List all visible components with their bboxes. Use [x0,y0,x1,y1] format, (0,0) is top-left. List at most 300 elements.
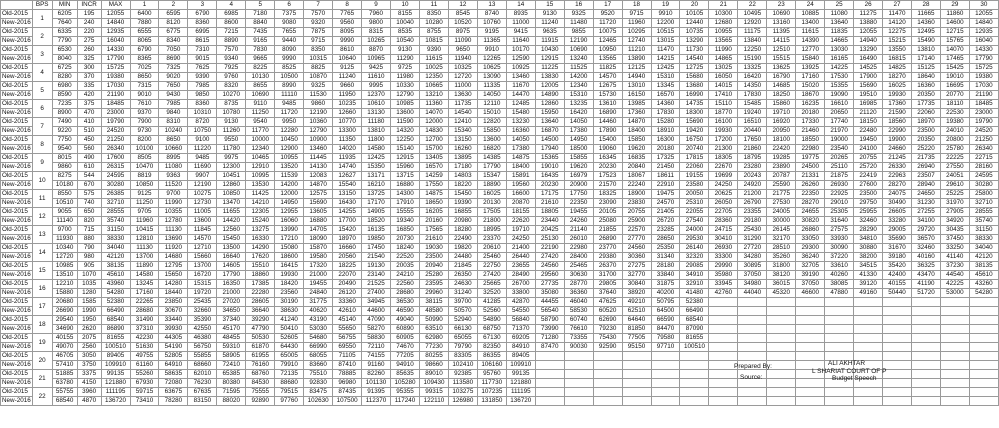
stage-cell: 36640 [246,307,275,316]
stage-cell: 21845 [448,262,477,271]
stage-cell: 13810 [911,46,940,55]
stage-cell: 13240 [564,55,593,64]
header-cell: 22 [738,1,767,10]
stage-cell: 8315 [362,28,391,37]
stage-cell [940,334,969,343]
stage-cell: 79515 [275,388,304,397]
stage-cell: 16570 [651,91,680,100]
organization-name: L SHARIAT COURT OF P [812,368,887,375]
table-row [1,199,999,208]
stage-cell: 16260 [448,145,477,154]
stage-cell: 34980 [738,280,767,289]
stage-cell: 37640 [593,289,622,298]
stage-cell: 16850 [391,226,420,235]
stage-cell: 18225 [333,262,362,271]
stage-cell: 65385 [217,370,246,379]
stage-cell: 10300 [709,10,738,19]
stage-cell: 8755 [419,28,448,37]
stage-cell: 18485 [969,100,998,109]
min-cell: 9700 [52,226,77,235]
table-row [1,28,999,37]
row-label: Old-2015 [1,334,33,343]
stage-cell: 30895 [738,262,767,271]
stage-cell: 28160 [969,163,998,172]
stage-cell: 13830 [535,73,564,82]
stage-cell: 63675 [159,388,188,397]
stage-cell [767,343,796,352]
stage-cell: 68660 [188,361,217,370]
stage-cell: 66490 [680,307,709,316]
stage-cell: 60740 [564,316,593,325]
stage-cell: 13715 [391,172,420,181]
stage-cell [535,370,564,379]
stage-cell: 8610 [333,46,362,55]
stage-cell: 20940 [419,262,448,271]
stage-cell: 13640 [825,19,854,28]
stage-cell: 20800 [940,136,969,145]
stage-cell: 10850 [130,181,159,190]
stage-cell: 58270 [362,325,391,334]
stage-cell: 12810 [130,235,159,244]
stage-cell: 77230 [419,343,448,352]
stage-cell: 24570 [651,199,680,208]
stage-cell: 14420 [217,217,246,226]
stage-cell: 14540 [448,109,477,118]
table-row [1,136,999,145]
max-cell: 15725 [101,64,130,73]
max-cell: 111195 [101,388,130,397]
incr-cell: 4870 [77,397,101,406]
stage-cell [709,307,738,316]
stage-cell: 50990 [419,316,448,325]
stage-cell: 28270 [883,181,912,190]
stage-cell: 9100 [188,136,217,145]
stage-cell: 21400 [506,244,535,253]
stage-cell: 14870 [304,181,333,190]
min-cell: 8040 [52,55,77,64]
min-cell: 11140 [52,217,77,226]
stage-cell: 19775 [796,154,825,163]
incr-cell: 450 [77,136,101,145]
stage-cell: 21000 [217,289,246,298]
min-cell: 11930 [52,235,77,244]
stage-cell: 9840 [159,109,188,118]
stage-cell: 21525 [362,280,391,289]
stage-cell [709,334,738,343]
stage-cell [622,388,651,397]
min-cell: 9220 [52,127,77,136]
stage-cell: 11690 [188,163,217,172]
row-label: Old-2015 [1,298,33,307]
stage-cell [564,379,593,388]
stage-cell: 64430 [275,343,304,352]
stage-cell: 52805 [159,352,188,361]
stage-cell: 22420 [767,145,796,154]
stage-cell: 35980 [709,271,738,280]
incr-cell: 880 [77,235,101,244]
table-row [1,253,999,262]
max-cell: 31150 [101,226,130,235]
stage-cell: 24595 [969,172,998,181]
stage-cell: 10925 [506,64,535,73]
stage-cell: 16100 [709,118,738,127]
stage-cell: 19710 [767,109,796,118]
stage-cell: 24260 [564,217,593,226]
stage-cell: 12250 [738,46,767,55]
stage-cell: 102630 [304,397,333,406]
stage-cell: 92385 [448,370,477,379]
stage-cell: 56750 [188,343,217,352]
stage-cell: 106160 [477,361,506,370]
stage-cell: 16040 [969,37,998,46]
stage-cell [969,298,998,307]
stage-cell: 83305 [448,352,477,361]
stage-cell: 13600 [188,217,217,226]
stage-cell: 20650 [825,109,854,118]
stage-cell [940,316,969,325]
table-row [1,190,999,199]
stage-cell [825,343,854,352]
stage-cell [883,316,912,325]
header-cell: 24 [796,1,825,10]
stage-cell: 53030 [304,325,333,334]
stage-cell: 23850 [159,298,188,307]
stage-cell: 34650 [217,307,246,316]
stage-cell: 47790 [246,325,275,334]
max-cell: 34040 [101,244,130,253]
stage-cell [709,325,738,334]
stage-cell: 33800 [506,289,535,298]
incr-cell: 790 [77,244,101,253]
stage-cell: 10075 [593,28,622,37]
stage-cell: 25465 [564,262,593,271]
stage-cell: 97710 [651,343,680,352]
stage-cell: 19130 [362,262,391,271]
stage-cell: 12440 [680,19,709,28]
stage-cell: 109430 [419,379,448,388]
stage-cell [535,352,564,361]
stage-cell: 12710 [188,244,217,253]
stage-cell: 18970 [911,118,940,127]
stage-cell: 11470 [883,10,912,19]
stage-cell: 32520 [477,289,506,298]
stage-cell: 17320 [304,262,333,271]
stage-cell: 12795 [159,262,188,271]
stage-cell: 68540 [680,316,709,325]
stage-cell: 20740 [680,145,709,154]
stage-cell: 34910 [680,271,709,280]
stage-cell: 30280 [969,181,998,190]
stage-cell: 14360 [911,19,940,28]
stage-cell: 16890 [593,109,622,118]
stage-cell: 67130 [477,334,506,343]
stage-cell: 10310 [188,109,217,118]
stage-cell: 24051 [940,172,969,181]
min-cell: 7750 [52,136,77,145]
stage-cell: 35080 [535,289,564,298]
stage-cell: 10025 [419,64,448,73]
stage-cell: 25665 [477,280,506,289]
stage-cell: 126980 [448,397,477,406]
stage-cell: 47880 [825,289,854,298]
stage-cell: 17530 [825,73,854,82]
stage-cell: 16640 [217,253,246,262]
stage-cell: 87090 [680,325,709,334]
stage-cell: 62510 [622,307,651,316]
stage-cell: 31490 [130,316,159,325]
stage-cell: 17700 [333,217,362,226]
stage-cell: 14735 [680,100,709,109]
stage-cell: 8155 [391,10,420,19]
max-cell: 38330 [101,235,130,244]
stage-cell: 27400 [362,289,391,298]
incr-cell: 300 [77,64,101,73]
stage-cell: 36570 [911,235,940,244]
stage-cell: 22925 [825,190,854,199]
stage-cell: 23507 [911,172,940,181]
stage-cell: 14280 [159,280,188,289]
stage-cell: 17790 [477,163,506,172]
stage-cell: 9010 [130,91,159,100]
header-cell: 19 [651,1,680,10]
stage-cell: 16025 [883,82,912,91]
stage-cell [969,361,998,370]
stage-cell: 12790 [304,127,333,136]
stage-cell [969,397,998,406]
stage-cell: 24560 [535,262,564,271]
stage-cell [564,352,593,361]
table-row [1,55,999,64]
stage-cell: 13890 [622,55,651,64]
header-cell: 11 [419,1,448,10]
stage-cell: 11480 [564,19,593,28]
stage-cell: 21570 [593,181,622,190]
stage-cell: 10280 [419,19,448,28]
stage-cell: 9800 [362,19,391,28]
stage-cell: 16235 [796,100,825,109]
stage-cell: 19930 [709,127,738,136]
stage-cell: 22520 [391,253,420,262]
stage-cell: 7650 [159,82,188,91]
stage-cell: 9660 [333,82,362,91]
stage-cell: 25350 [651,244,680,253]
min-cell: 15880 [52,289,77,298]
stage-cell: 23355 [738,208,767,217]
stage-cell: 12627 [333,172,362,181]
stage-cell: 37230 [940,262,969,271]
stage-cell: 9325 [304,82,333,91]
stage-cell: 10780 [217,109,246,118]
stage-cell: 14300 [391,190,420,199]
stage-cell: 15891 [506,172,535,181]
stage-cell: 15450 [448,190,477,199]
stage-cell: 24005 [767,208,796,217]
stage-cell: 10315 [304,55,333,64]
bps-cell: 7 [32,118,52,136]
stage-cell [796,316,825,325]
stage-cell: 16350 [217,280,246,289]
stage-cell [709,397,738,406]
stage-cell: 17790 [217,271,246,280]
bps-cell: 20 [32,352,52,370]
stage-cell: 26720 [651,217,680,226]
stage-cell: 9125 [130,190,159,199]
stage-cell: 16420 [738,73,767,82]
incr-cell: 820 [77,217,101,226]
incr-cell: 420 [77,91,101,100]
stage-cell: 22225 [940,154,969,163]
stage-cell: 47090 [362,316,391,325]
stage-cell: 13810 [362,127,391,136]
min-cell: 68540 [52,397,77,406]
stage-cell: 17750 [564,190,593,199]
stage-cell: 15420 [333,226,362,235]
stage-cell: 13550 [883,46,912,55]
stage-cell: 53000 [940,289,969,298]
stage-cell: 11940 [448,55,477,64]
stage-cell: 16490 [854,55,883,64]
stage-cell [767,298,796,307]
max-cell: 42120 [101,253,130,262]
stage-cell: 60905 [391,334,420,343]
stage-cell: 28650 [651,235,680,244]
stage-cell [593,352,622,361]
stage-cell: 25280 [419,271,448,280]
stage-cell [825,298,854,307]
stage-cell: 12190 [188,181,217,190]
prepared-by-label: Prepared By: [734,363,772,370]
stage-cell: 9425 [362,64,391,73]
stage-cell: 7625 [188,64,217,73]
stage-cell: 46590 [391,307,420,316]
stage-cell: 36015 [767,280,796,289]
stage-cell: 71595 [217,388,246,397]
bps-cell: 3 [32,46,52,64]
stage-cell: 36360 [564,289,593,298]
stage-cell: 11250 [130,199,159,208]
stage-cell: 13090 [477,73,506,82]
stage-cell: 24920 [738,181,767,190]
stage-cell [651,397,680,406]
stage-cell: 11610 [362,73,391,82]
stage-cell: 17380 [506,145,535,154]
stage-cell: 22750 [477,262,506,271]
stage-cell: 13150 [448,136,477,145]
stage-cell: 11670 [506,82,535,91]
stage-cell: 14460 [593,118,622,127]
stage-cell: 58905 [217,352,246,361]
stage-cell: 17360 [622,109,651,118]
stage-cell: 17450 [362,244,391,253]
stage-cell: 16435 [535,172,564,181]
stage-cell: 10870 [304,73,333,82]
stage-cell: 23580 [680,181,709,190]
stage-cell: 23655 [506,262,535,271]
stage-cell: 21855 [593,226,622,235]
stage-cell: 16610 [825,100,854,109]
stage-cell: 75555 [246,388,275,397]
stage-cell: 9125 [333,64,362,73]
stage-cell: 28510 [767,244,796,253]
stage-cell: 14225 [825,64,854,73]
table-row [1,64,999,73]
stage-cell: 19340 [391,217,420,226]
stage-cell: 14740 [333,163,362,172]
stage-cell: 10760 [477,19,506,28]
stage-cell: 14210 [246,199,275,208]
stage-cell: 13150 [333,190,362,199]
row-label: New-2016 [2,199,31,206]
stage-cell [709,343,738,352]
stage-cell: 60520 [593,307,622,316]
stage-cell: 17650 [738,136,767,145]
stage-cell: 21460 [796,127,825,136]
stage-cell: 62980 [419,334,448,343]
incr-cell: 575 [77,190,101,199]
stage-cell: 22620 [506,217,535,226]
stage-cell: 71105 [333,352,362,361]
min-cell: 7790 [52,37,77,46]
stage-cell: 24100 [854,145,883,154]
incr-cell: 670 [77,181,101,190]
row-label: New-2016 [2,235,31,242]
stage-cell: 34515 [854,262,883,271]
table-row [1,145,999,154]
stage-cell: 84470 [651,325,680,334]
stage-cell: 34945 [362,298,391,307]
row-label: Old-2015 [1,190,33,199]
stage-cell: 49040 [391,316,420,325]
stage-cell: 22060 [680,163,709,172]
stage-cell: 29380 [593,253,622,262]
stage-cell: 19699 [709,172,738,181]
stage-cell: 15660 [188,253,217,262]
row-label: New-2016 [2,109,31,116]
stage-cell: 17550 [419,181,448,190]
stage-cell [680,397,709,406]
min-cell: 55755 [52,388,77,397]
incr-cell: 410 [77,118,101,127]
stage-cell: 58635 [159,370,188,379]
stage-cell: 86355 [477,352,506,361]
stage-cell: 11210 [622,46,651,55]
stage-cell: 14070 [419,109,448,118]
stage-cell: 46600 [796,289,825,298]
stage-cell: 28360 [709,217,738,226]
stage-cell: 15515 [767,55,796,64]
stage-cell: 14870 [622,118,651,127]
stage-cell: 18805 [535,208,564,217]
stage-cell: 13275 [246,226,275,235]
bps-cell: 1 [32,10,52,28]
stage-cell: 15840 [796,55,825,64]
stage-cell: 8995 [159,154,188,163]
stage-cell: 10770 [333,118,362,127]
stage-cell: 10955 [709,28,738,37]
stage-cell: 9715 [304,37,333,46]
stage-cell: 13640 [535,118,564,127]
stage-cell: 17910 [391,199,420,208]
stage-cell [825,397,854,406]
stage-cell: 19450 [854,136,883,145]
stage-cell: 46040 [564,298,593,307]
max-cell: 35740 [101,217,130,226]
stage-cell: 20787 [767,172,796,181]
stage-cell: 23500 [911,127,940,136]
stage-cell: 109910 [506,361,535,370]
stage-cell: 16990 [680,91,709,100]
row-label: Old-2015 [1,172,33,181]
